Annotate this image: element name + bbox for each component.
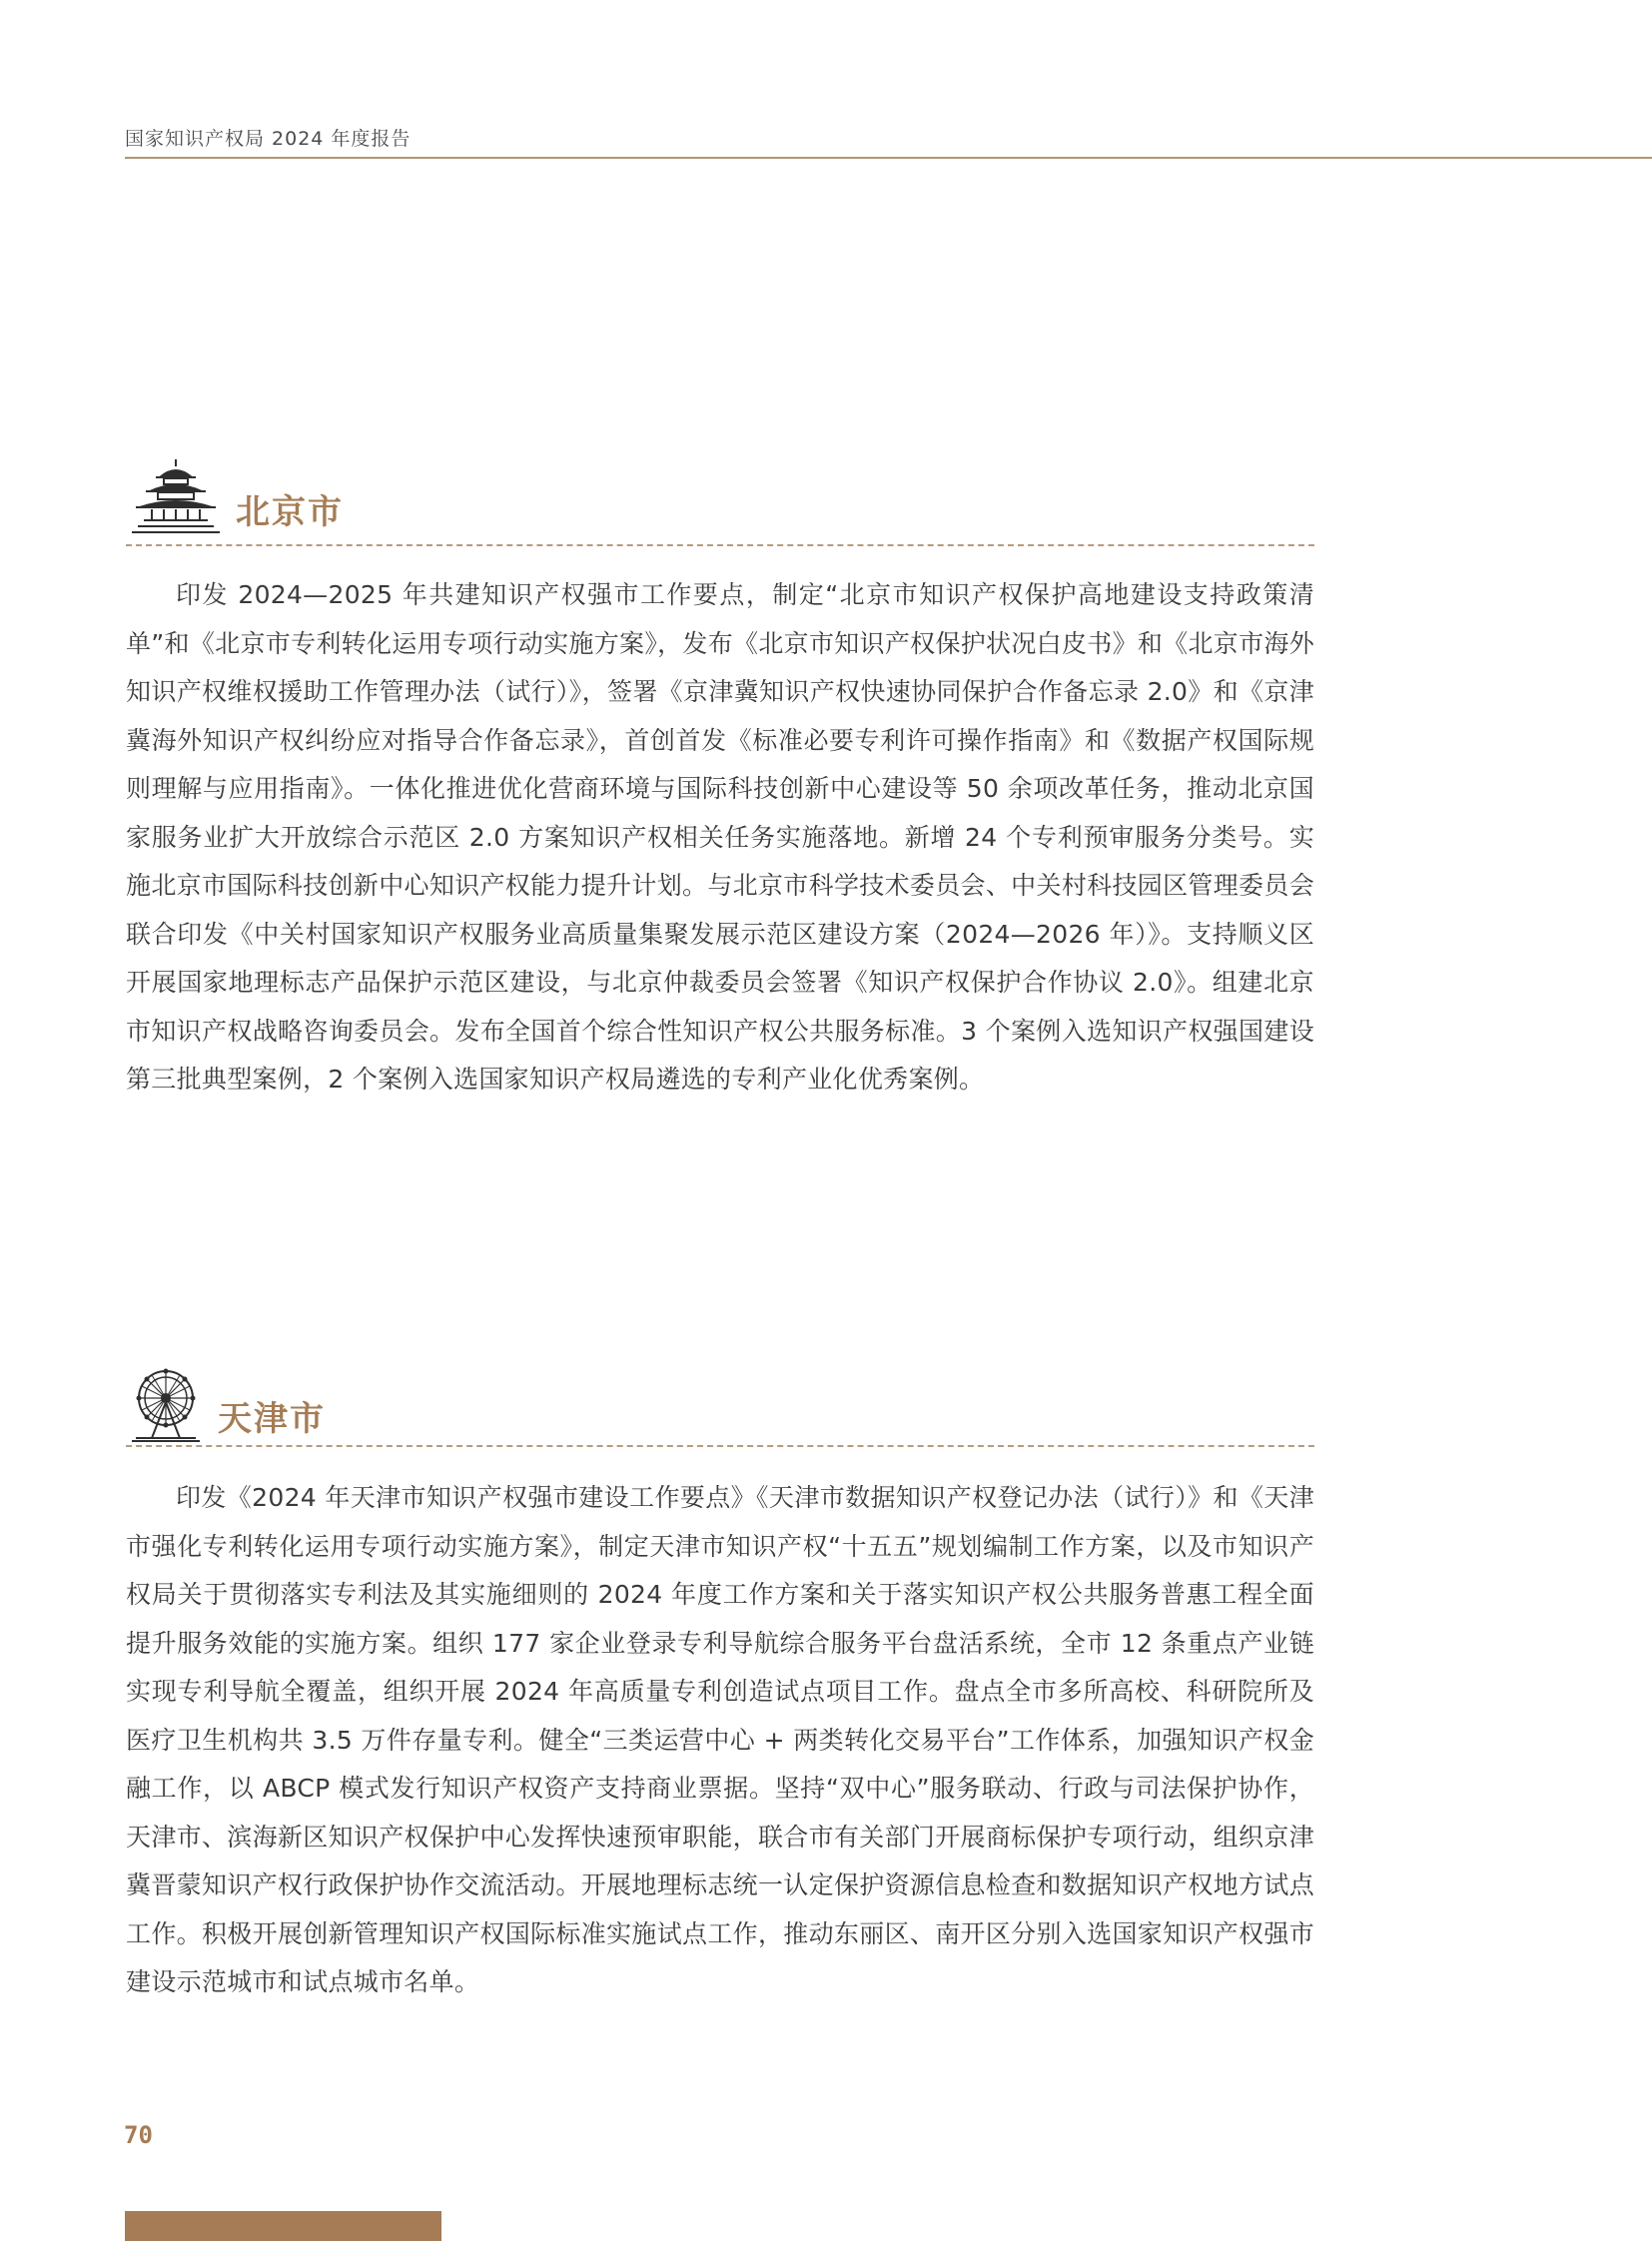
section-body-tianjin: 印发《2024 年天津市知识产权强市建设工作要点》《天津市数据知识产权登记办法（试行）》和《天津市强化专利转化运用专项行动实施方案》，制定天津市知识产权“十五五”规划编制工作方案，以及市知识产权局关于贯彻落实专利法及其实施细则的 2024 年度工作方案和关于落实知识产权公共服务普惠工程全面提升服务效能的实施方案。组织 177 家企业登录专利导航综合服务平台盘活系统，全市 12 条重点产业链实现专利导航全覆盖，组织开展 2024 年高质量专利创造试点项目工作。盘点全市多所高校、科研院所及医疗卫生机构共 3.5 万件存量专利。健全“三类运营中心 + 两类转化交易平台”工作体系，加强知识产权金融工作，以 ABCP 模式发行知识产权资产支持商业票据。坚持“双中心”服务联动、行政与司法保护协作，天津市、滨海新区知识产权保护中心发挥快速预审职能，联合市有关部门开展商标保护专项行动，组织京津冀晋蒙知识产权行政保护协作交流活动。开展地理标志统一认定保护资源信息检查和数据知识产权地方试点工作。积极开展创新管理知识产权国际标准实施试点工作，推动东丽区、南开区分别入选国家知识产权强市建设示范城市和试点城市名单。 bbox=[126, 1483, 1314, 1996]
running-header: 国家知识产权局 2024 年度报告 bbox=[125, 128, 412, 150]
footer-accent-bar bbox=[125, 2211, 441, 2241]
section-divider bbox=[126, 1445, 1314, 1447]
ferris-wheel-icon bbox=[128, 1366, 204, 1442]
section-title-text: 天津市 bbox=[218, 1399, 326, 1439]
section-body-beijing: 印发 2024—2025 年共建知识产权强市工作要点，制定“北京市知识产权保护高地建设支持政策清单”和《北京市专利转化运用专项行动实施方案》，发布《北京市知识产权保护状况白皮书》和《北京市海外知识产权维权援助工作管理办法（试行）》，签署《京津冀知识产权快速协同保护合作备忘录 2.0》和《京津冀海外知识产权纠纷应对指导合作备忘录》，首创首发《标准必要专利许可操作指南》和《数据产权国际规则理解与应用指南》。一体化推进优化营商环境与国际科技创新中心建设等 50 余项改革任务，推动北京国家服务业扩大开放综合示范区 2.0 方案知识产权相关任务实施落地。新增 24 个专利预审服务分类号。实施北京市国际科技创新中心知识产权能力提升计划。与北京市科学技术委员会、中关村科技园区管理委员会联合印发《中关村国家知识产权服务业高质量集聚发展示范区建设方案（2024—2026 年）》。支持顺义区开展国家地理标志产品保护示范区建设，与北京仲裁委员会签署《知识产权保护合作协议 2.0》。组建北京市知识产权战略咨询委员会。发布全国首个综合性知识产权公共服务标准。3 个案例入选知识产权强国建设第三批典型案例，2 个案例入选国家知识产权局遴选的专利产业化优秀案例。 bbox=[126, 580, 1314, 1094]
header-rule bbox=[125, 157, 1652, 159]
section-title-tianjin bbox=[128, 1366, 326, 1442]
page-number: 70 bbox=[124, 2121, 153, 2149]
temple-of-heaven-icon bbox=[130, 457, 222, 535]
section-title-beijing bbox=[130, 457, 344, 535]
section-title-text: 北京市 bbox=[236, 492, 344, 532]
section-divider bbox=[126, 544, 1314, 546]
